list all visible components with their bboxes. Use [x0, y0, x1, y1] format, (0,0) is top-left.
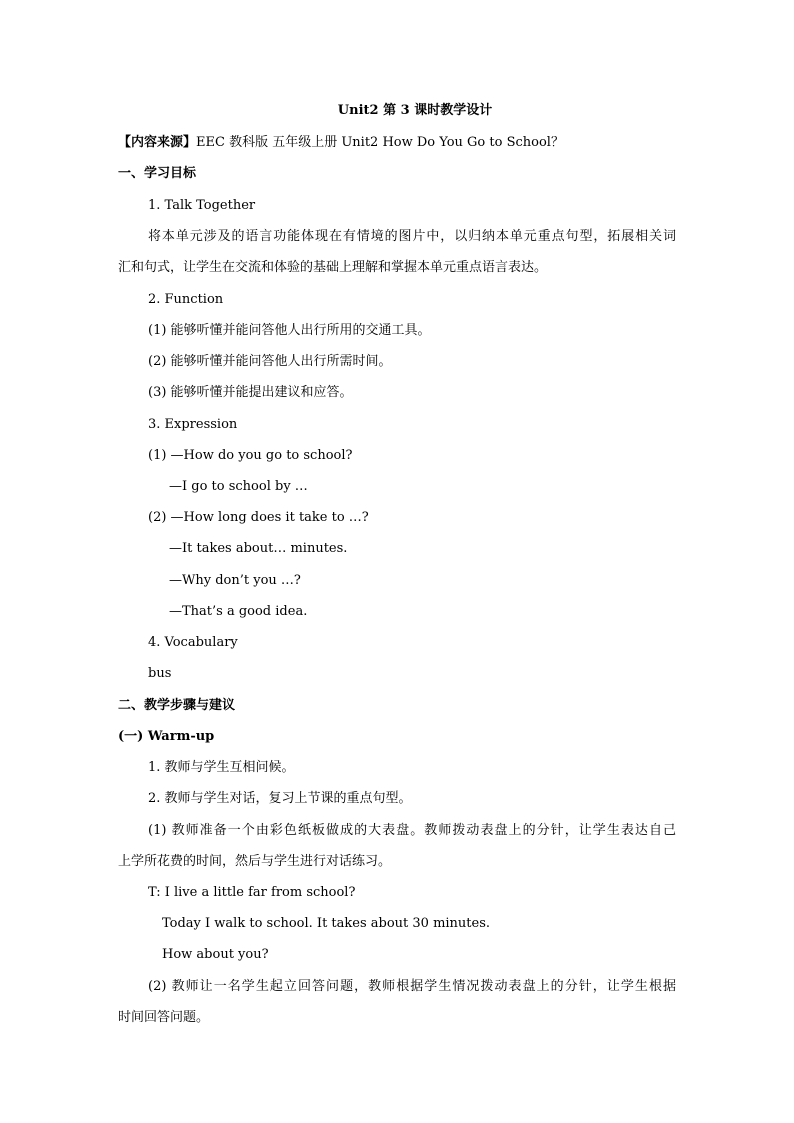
item3-title: 3. Expression	[148, 417, 238, 432]
step2-1-line1: (1) 教师准备一个由彩色纸板做成的大表盘。教师拨动表盘上的分针，让学生表达自己	[148, 823, 676, 838]
expression-line: —I go to school by …	[169, 479, 308, 494]
expression-line: (1) —How do you go to school?	[148, 448, 353, 463]
item1-paragraph-line1: 将本单元涉及的语言功能体现在有情境的图片中，以归纳本单元重点句型，拓展相关词	[148, 229, 676, 244]
item1-title: 1. Talk Together	[148, 198, 256, 213]
dialogue-line: Today I walk to school. It takes about 30 minutes.	[162, 916, 491, 931]
warmup-heading: (一) Warm-up	[118, 729, 215, 744]
document-title: Unit2 第 3 课时教学设计	[337, 103, 493, 118]
expression-line: —That’s a good idea.	[169, 604, 308, 619]
item4-title: 4. Vocabulary	[148, 635, 238, 650]
section2-heading: 二、教学步骤与建议	[118, 698, 236, 713]
expression-line: (2) —How long does it take to …?	[148, 510, 369, 525]
expression-line: —Why don’t you …?	[169, 573, 301, 588]
step2-2-line1: (2) 教师让一名学生起立回答问题，教师根据学生情况拨动表盘上的分针，让学生根据	[148, 979, 676, 994]
content-source-text: EEC 教科版 五年级上册 Unit2 How Do You Go to School？	[196, 135, 564, 150]
function-item: (1) 能够听懂并能问答他人出行所用的交通工具。	[148, 323, 431, 338]
content-source-label: 【内容来源】	[118, 135, 197, 150]
item2-title: 2. Function	[148, 292, 224, 307]
dialogue-line: T: I live a little far from school?	[148, 885, 356, 900]
expression-line: —It takes about… minutes.	[169, 541, 348, 556]
dialogue-line: How about you?	[162, 947, 269, 962]
function-item: (3) 能够听懂并能提出建议和应答。	[148, 385, 353, 400]
content-source	[118, 135, 564, 151]
section1-heading: 一、学习目标	[118, 166, 197, 181]
item1-paragraph-line2: 汇和句式，让学生在交流和体验的基础上理解和掌握本单元重点语言表达。	[118, 260, 548, 275]
vocabulary-word: bus	[148, 666, 172, 681]
step-item: 1. 教师与学生互相问候。	[148, 760, 295, 775]
function-item: (2) 能够听懂并能问答他人出行所需时间。	[148, 354, 392, 369]
step2-1-line2: 上学所花费的时间，然后与学生进行对话练习。	[118, 854, 392, 869]
step2-2-line2: 时间回答问题。	[118, 1010, 210, 1025]
step-item: 2. 教师与学生对话，复习上节课的重点句型。	[148, 791, 412, 806]
